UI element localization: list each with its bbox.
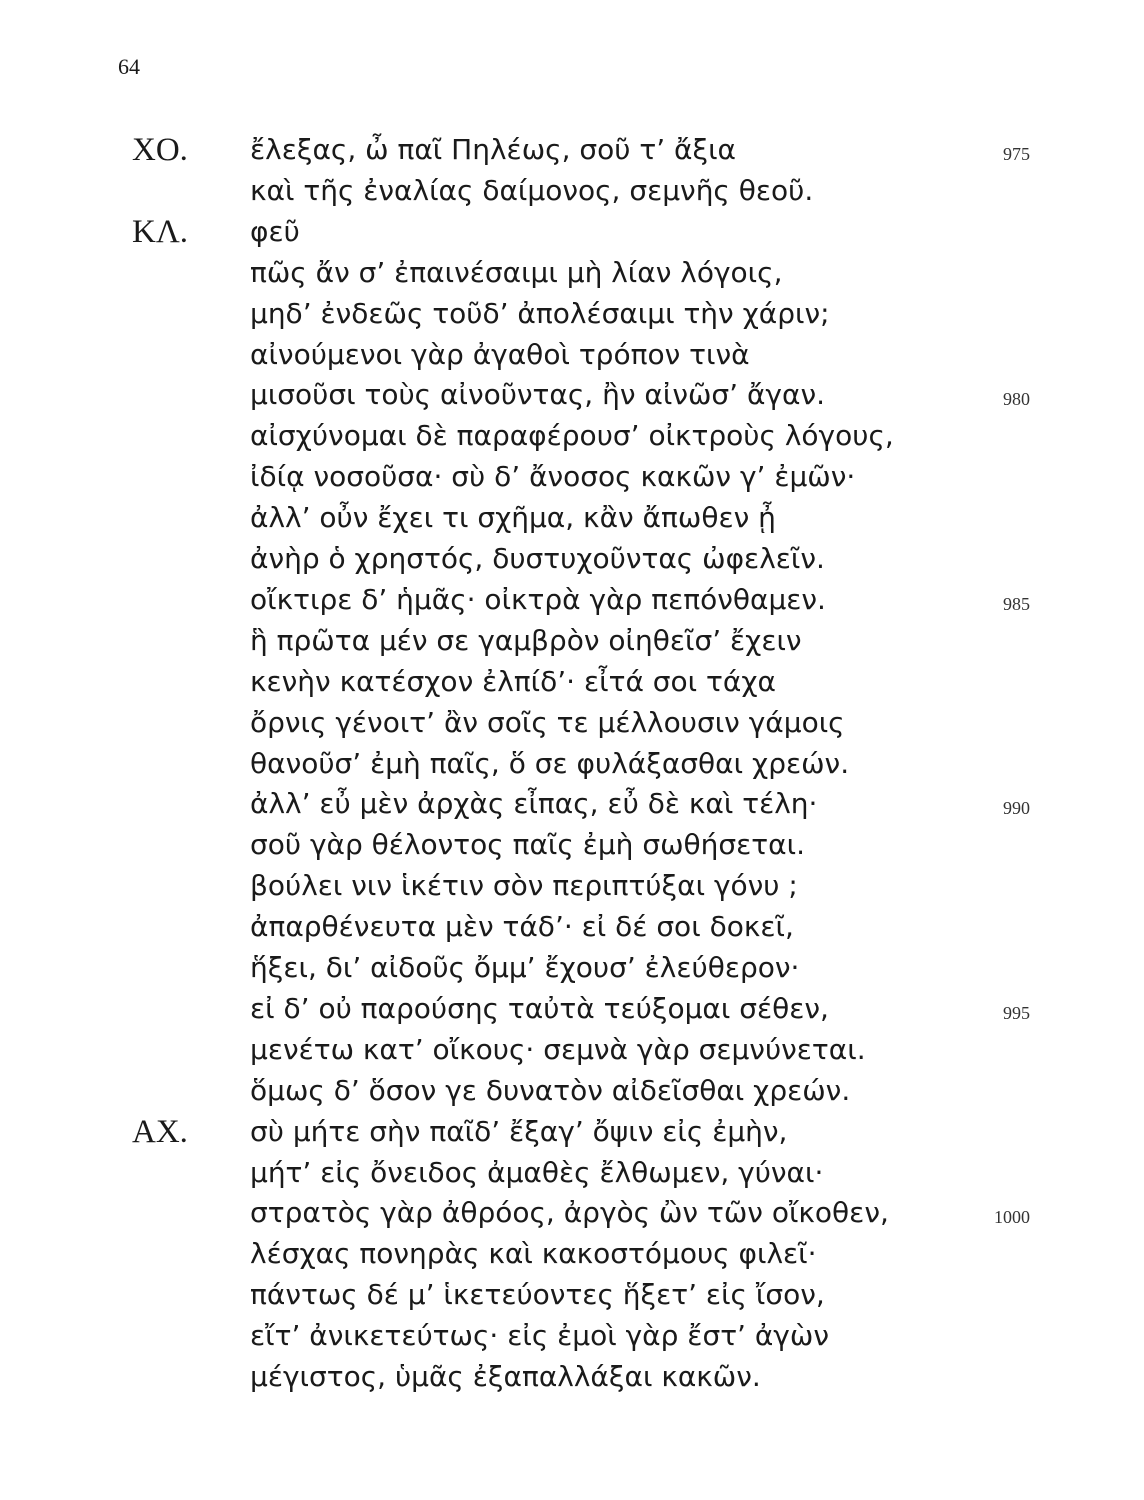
verse-line [0, 498, 1144, 538]
verse-line [0, 1234, 1144, 1274]
verse-line [0, 784, 1144, 824]
verse-line [0, 1193, 1144, 1233]
verse-line [0, 457, 1144, 497]
verse-line [0, 416, 1144, 456]
verse-text: ὄρνις γένοιτ’ ἂν σοῖς τε μέλλουσιν γάμοις [250, 705, 845, 739]
speaker-label: ΚΛ. [132, 213, 189, 250]
verse-text: καὶ τῆς ἐναλίας δαίμονος, σεμνῆς θεοῦ. [250, 173, 814, 207]
verse-text: μισοῦσι τοὺς αἰνοῦντας, ἢν αἰνῶσ’ ἄγαν. [250, 378, 825, 412]
verse-line [0, 212, 1144, 252]
verse-text: ἥξει, δι’ αἰδοῦς ὄμμ’ ἔχουσ’ ἐλεύθερον· [250, 951, 800, 984]
verse-text: πῶς ἄν σ’ ἐπαινέσαιμι μὴ λίαν λόγοις, [250, 255, 783, 289]
line-number: 995 [1003, 1002, 1030, 1023]
verse-text: κενὴν κατέσχον ἐλπίδ’· εἶτά σοι τάχα [250, 664, 776, 698]
verse-line [0, 375, 1144, 415]
verse-line [0, 294, 1144, 334]
verse-line [0, 907, 1144, 947]
verse-line [0, 1071, 1144, 1111]
verse-line [0, 948, 1144, 988]
verse-text: ἀλλ’ οὖν ἔχει τι σχῆμα, κἂν ἄπωθεν ᾖ [250, 501, 776, 535]
verse-text: ἀπαρθένευτα μὲν τάδ’· εἰ δέ σοι δοκεῖ, [250, 910, 794, 944]
verse-text: στρατὸς γὰρ ἀθρόος, ἀργὸς ὢν τῶν οἴκοθεν, [250, 1196, 889, 1230]
verse-text: αἰσχύνομαι δὲ παραφέρουσ’ οἰκτροὺς λόγους, [250, 419, 894, 453]
line-number: 975 [1003, 144, 1030, 164]
verse-text: ἣ πρῶτα μέν σε γαμβρὸν οἰηθεῖσ’ ἔχειν [250, 623, 802, 657]
page-number: 64 [118, 54, 140, 79]
verse-line [0, 1112, 1144, 1152]
verse-text: φεῦ [250, 214, 300, 248]
verse-text: εἰ δ’ οὐ παρούσης ταὐτὰ τεύξομαι σέθεν, [250, 991, 829, 1025]
verse-line [0, 1030, 1144, 1070]
verse-text: ἰδίᾳ νοσοῦσα· σὺ δ’ ἄνοσος κακῶν γ’ ἐμῶν· [250, 460, 856, 494]
verse-line [0, 335, 1144, 375]
speaker-label: ΑΧ. [132, 1113, 188, 1150]
verse-line [0, 130, 1144, 170]
verse-text: μέγιστος, ὑμᾶς ἐξαπαλλάξαι κακῶν. [250, 1360, 761, 1393]
line-number: 1000 [994, 1207, 1030, 1228]
verse-text: πάντως δέ μ’ ἱκετεύοντες ἥξετ’ εἰς ἴσον, [250, 1278, 825, 1312]
verse-text: ὅμως δ’ ὅσον γε δυνατὸν αἰδεῖσθαι χρεών. [250, 1073, 851, 1107]
verse-text: σὺ μήτε σὴν παῖδ’ ἔξαγ’ ὄψιν εἰς ἐμὴν, [250, 1114, 788, 1148]
verse-line [0, 1153, 1144, 1193]
verse-line [0, 171, 1144, 211]
verse-line [0, 1275, 1144, 1315]
line-number: 980 [1003, 389, 1030, 410]
verse-text: μενέτω κατ’ οἴκους· σεμνὰ γὰρ σεμνύνεται. [250, 1032, 866, 1066]
verse-text: αἰνούμενοι γὰρ ἀγαθοὶ τρόπον τινὰ [250, 337, 750, 371]
verse-line [0, 539, 1144, 579]
verse-text: βούλει νιν ἱκέτιν σὸν περιπτύξαι γόνυ ; [250, 869, 798, 903]
verse-text: λέσχας πονηρὰς καὶ κακοστόμους φιλεῖ· [250, 1237, 817, 1271]
verse-line [0, 253, 1144, 293]
verse-line [0, 580, 1144, 620]
line-number: 985 [1003, 593, 1030, 614]
verse-line [0, 1357, 1144, 1397]
line-number: 990 [1003, 798, 1030, 819]
verse-text: σοῦ γὰρ θέλοντος παῖς ἐμὴ σωθήσεται. [250, 828, 805, 862]
verse-text: ἀνὴρ ὁ χρηστός, δυστυχοῦντας ὠφελεῖν. [250, 542, 825, 575]
verse-text: θανοῦσ’ ἐμὴ παῖς, ὅ σε φυλάξασθαι χρεών. [250, 746, 850, 780]
verse-line [0, 866, 1144, 906]
verse-line [0, 989, 1144, 1029]
verse-text: εἴτ’ ἀνικετεύτως· εἰς ἐμοὶ γὰρ ἔστ’ ἀγὼν [250, 1319, 829, 1353]
verse-line [0, 825, 1144, 865]
verse-line [0, 703, 1144, 743]
verse-line [0, 744, 1144, 784]
verse-text: ἔλεξας, ὦ παῖ Πηλέως, σοῦ τ’ ἄξια [250, 133, 737, 166]
verse-text: μήτ’ εἰς ὄνειδος ἀμαθὲς ἔλθωμεν, γύναι· [250, 1155, 824, 1189]
verse-line [0, 1316, 1144, 1356]
verse-text: ἀλλ’ εὖ μὲν ἀρχὰς εἶπας, εὖ δὲ καὶ τέλη· [250, 787, 818, 821]
speaker-label: ΧΟ. [132, 132, 188, 168]
verse-line [0, 621, 1144, 661]
verse-text: μηδ’ ἐνδεῶς τοῦδ’ ἀπολέσαιμι τὴν χάριν; [250, 296, 830, 330]
verse-line [0, 662, 1144, 702]
verse-text: οἴκτιρε δ’ ἡμᾶς· οἰκτρὰ γὰρ πεπόνθαμεν. [250, 582, 826, 616]
